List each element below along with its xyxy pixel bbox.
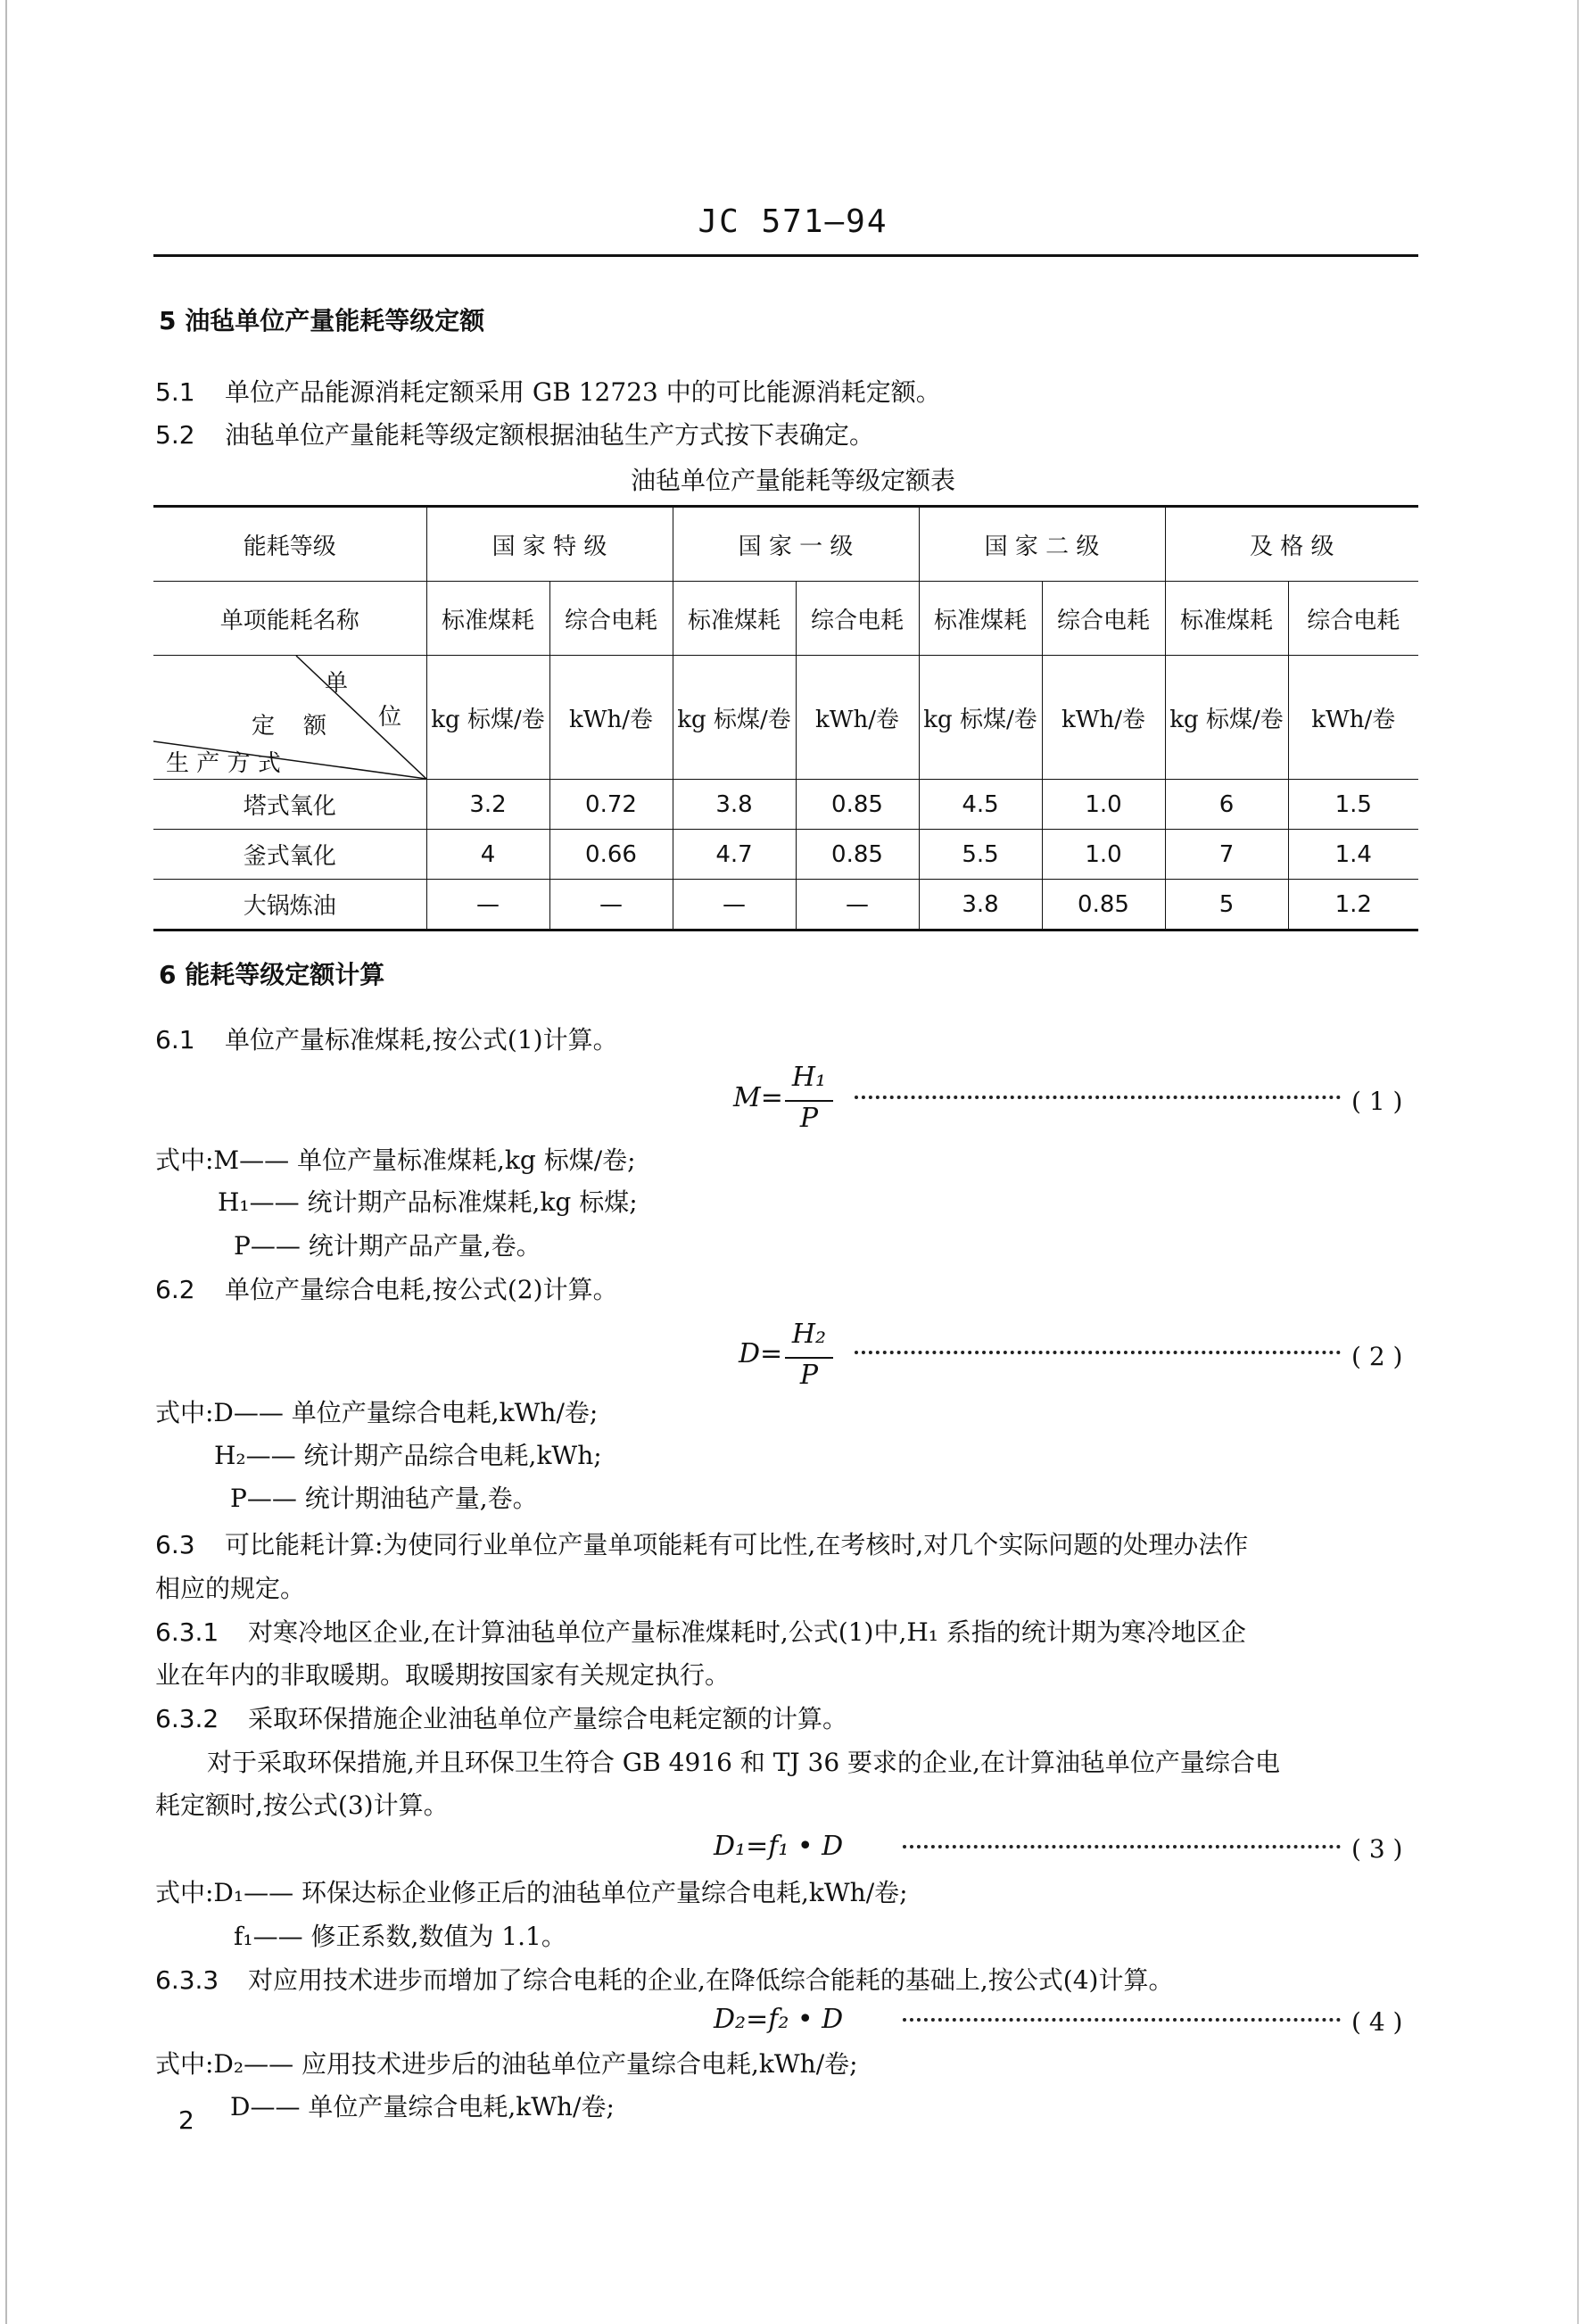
formula-1-def-2: H₁—— 统计期产品标准煤耗,kg 标煤; <box>218 1187 638 1217</box>
formula-1-number: ( 1 ) <box>1351 1087 1403 1116</box>
page-number: 2 <box>178 2105 194 2135</box>
grade-cell: 国 家 二 级 <box>919 507 1165 582</box>
clause-text: 单位产量标准煤耗,按公式(1)计算。 <box>225 1025 618 1054</box>
item-header: 单项能耗名称 <box>153 582 426 656</box>
unit-cell: kWh/卷 <box>1288 656 1418 780</box>
formula-4-def-1: 式中:D₂—— 应用技术进步后的油毡单位产量综合电耗,kWh/卷; <box>155 2049 858 2079</box>
clause-6-3 <box>155 1529 1248 1561</box>
clause-text: 对应用技术进步而增加了综合电耗的企业,在降低综合能耗的基础上,按公式(4)计算。 <box>248 1965 1174 1995</box>
row-name: 大锅炼油 <box>153 880 426 930</box>
table-row <box>153 830 1418 880</box>
formula-3-expression: D₁=f₁ • D <box>714 1831 844 1862</box>
grade-header: 能耗等级 <box>153 507 426 582</box>
clause-6-1 <box>155 1024 618 1056</box>
diag-method: 生 产 方 式 <box>166 750 281 777</box>
clause-6-3-1 <box>155 1617 1246 1649</box>
formula-4-expression: D₂=f₂ • D <box>714 2004 844 2035</box>
value-cell: 3.8 <box>919 880 1042 930</box>
diag-unit-b: 位 <box>378 704 402 731</box>
fraction-numerator: H₂ <box>791 1319 827 1350</box>
value-cell: 0.85 <box>1042 880 1165 930</box>
formula-2-number: ( 2 ) <box>1351 1342 1403 1371</box>
item-cell: 综合电耗 <box>1042 582 1165 656</box>
formula-1-def-3: P—— 统计期产品产量,卷。 <box>234 1231 541 1261</box>
value-cell: 6 <box>1165 780 1288 830</box>
standard-code: JC 571—94 <box>698 203 888 240</box>
grade-cell: 国 家 一 级 <box>673 507 919 582</box>
scan-edge-left <box>5 0 7 2324</box>
header-rule <box>153 254 1418 257</box>
grade-cell: 国 家 特 级 <box>426 507 673 582</box>
clause-text: 单位产量综合电耗,按公式(2)计算。 <box>225 1275 618 1304</box>
value-cell: — <box>426 880 549 930</box>
fraction-bar <box>785 1357 833 1359</box>
value-cell: 1.4 <box>1288 830 1418 880</box>
item-cell: 综合电耗 <box>549 582 673 656</box>
value-cell: 7 <box>1165 830 1288 880</box>
item-cell: 综合电耗 <box>1288 582 1418 656</box>
diag-quota-b: 额 <box>303 713 327 740</box>
value-cell: 3.8 <box>673 780 796 830</box>
leader-dots <box>855 1351 1341 1354</box>
leader-dots <box>903 2018 1341 2022</box>
clause-number: 6.2 <box>155 1275 195 1304</box>
grade-cell: 及 格 级 <box>1165 507 1418 582</box>
value-cell: 1.5 <box>1288 780 1418 830</box>
unit-cell: kWh/卷 <box>549 656 673 780</box>
value-cell: — <box>796 880 919 930</box>
value-cell: 3.2 <box>426 780 549 830</box>
clause-5-1 <box>155 376 941 409</box>
value-cell: 4 <box>426 830 549 880</box>
clause-number: 6.1 <box>155 1025 195 1054</box>
unit-cell: kWh/卷 <box>1042 656 1165 780</box>
formula-2-fraction <box>783 1319 835 1401</box>
leader-dots <box>855 1096 1341 1099</box>
value-cell: 1.2 <box>1288 880 1418 930</box>
formula-2-def-1: 式中:D—— 单位产量综合电耗,kWh/卷; <box>155 1398 599 1427</box>
item-cell: 标准煤耗 <box>1165 582 1288 656</box>
leader-dots <box>903 1845 1341 1848</box>
table-row-grades <box>153 507 1418 582</box>
fraction-denominator: P <box>799 1360 819 1391</box>
energy-quota-table <box>153 505 1418 931</box>
formula-4-def-2: D—— 单位产量综合电耗,kWh/卷; <box>230 2092 615 2121</box>
clause-6-3-2-para-2: 耗定额时,按公式(3)计算。 <box>155 1791 449 1820</box>
fraction-numerator: H₁ <box>791 1062 827 1093</box>
clause-number: 6.3.2 <box>155 1704 219 1733</box>
formula-1-lhs: M= <box>733 1082 783 1113</box>
clause-6-3-cont: 相应的规定。 <box>155 1574 306 1603</box>
row-name: 塔式氧化 <box>153 780 426 830</box>
clause-6-3-2-para-1: 对于采取环保措施,并且环保卫生符合 GB 4916 和 TJ 36 要求的企业,在计算油毡单位产量综合电 <box>207 1748 1280 1777</box>
clause-text: 油毡单位产量能耗等级定额根据油毡生产方式按下表确定。 <box>225 420 875 450</box>
item-cell: 标准煤耗 <box>919 582 1042 656</box>
unit-cell: kg 标煤/卷 <box>673 656 796 780</box>
formula-2-lhs: D= <box>739 1338 783 1369</box>
fraction-denominator: P <box>799 1103 819 1134</box>
unit-cell: kWh/卷 <box>796 656 919 780</box>
formula-3-number: ( 3 ) <box>1351 1834 1403 1864</box>
clause-number: 6.3.3 <box>155 1965 219 1995</box>
formula-1-fraction <box>783 1062 835 1144</box>
value-cell: 0.85 <box>796 830 919 880</box>
clause-6-2 <box>155 1274 618 1306</box>
clause-6-3-2 <box>155 1703 847 1735</box>
section-5-heading: 5 油毡单位产量能耗等级定额 <box>159 306 485 335</box>
value-cell: 5 <box>1165 880 1288 930</box>
table-row-items <box>153 582 1418 656</box>
value-cell: 0.72 <box>549 780 673 830</box>
table-title: 油毡单位产量能耗等级定额表 <box>630 466 955 495</box>
clause-6-3-1-cont: 业在年内的非取暖期。取暖期按国家有关规定执行。 <box>155 1660 731 1690</box>
fraction-bar <box>785 1100 833 1102</box>
value-cell: 5.5 <box>919 830 1042 880</box>
value-cell: 0.85 <box>796 780 919 830</box>
formula-2-def-2: H₂—— 统计期产品综合电耗,kWh; <box>214 1441 602 1470</box>
section-6-heading: 6 能耗等级定额计算 <box>159 960 385 989</box>
formula-3-def-2: f₁—— 修正系数,数值为 1.1。 <box>234 1922 566 1951</box>
clause-number: 6.3.1 <box>155 1617 219 1647</box>
clause-text: 可比能耗计算:为使同行业单位产量单项能耗有可比性,在考核时,对几个实际问题的处理办法作 <box>225 1530 1249 1559</box>
value-cell: — <box>549 880 673 930</box>
row-name: 釜式氧化 <box>153 830 426 880</box>
clause-number: 5.1 <box>155 377 195 407</box>
scan-edge-right <box>1577 0 1579 2324</box>
item-cell: 标准煤耗 <box>426 582 549 656</box>
value-cell: — <box>673 880 796 930</box>
table-row-units <box>153 656 1418 780</box>
table-row <box>153 880 1418 930</box>
clause-5-2 <box>155 419 874 451</box>
clause-number: 6.3 <box>155 1530 195 1559</box>
clause-text: 单位产品能源消耗定额采用 GB 12723 中的可比能源消耗定额。 <box>225 377 941 407</box>
table-row <box>153 780 1418 830</box>
value-cell: 4.7 <box>673 830 796 880</box>
diag-unit-a: 单 <box>325 670 349 697</box>
diagonal-header-cell <box>153 656 426 780</box>
clause-text: 采取环保措施企业油毡单位产量综合电耗定额的计算。 <box>248 1704 848 1733</box>
formula-4-number: ( 4 ) <box>1351 2007 1403 2037</box>
value-cell: 4.5 <box>919 780 1042 830</box>
value-cell: 1.0 <box>1042 830 1165 880</box>
clause-6-3-3 <box>155 1964 1173 1997</box>
formula-1-def-1: 式中:M—— 单位产量标准煤耗,kg 标煤/卷; <box>155 1145 636 1175</box>
clause-text: 对寒冷地区企业,在计算油毡单位产量标准煤耗时,公式(1)中,H₁ 系指的统计期为寒冷地区企 <box>248 1617 1246 1647</box>
formula-3-def-1: 式中:D₁—— 环保达标企业修正后的油毡单位产量综合电耗,kWh/卷; <box>155 1878 908 1907</box>
clause-number: 5.2 <box>155 420 195 450</box>
formula-2-def-3: P—— 统计期油毡产量,卷。 <box>230 1484 538 1513</box>
value-cell: 1.0 <box>1042 780 1165 830</box>
item-cell: 综合电耗 <box>796 582 919 656</box>
unit-cell: kg 标煤/卷 <box>1165 656 1288 780</box>
unit-cell: kg 标煤/卷 <box>426 656 549 780</box>
item-cell: 标准煤耗 <box>673 582 796 656</box>
unit-cell: kg 标煤/卷 <box>919 656 1042 780</box>
value-cell: 0.66 <box>549 830 673 880</box>
diag-quota-a: 定 <box>252 713 276 740</box>
